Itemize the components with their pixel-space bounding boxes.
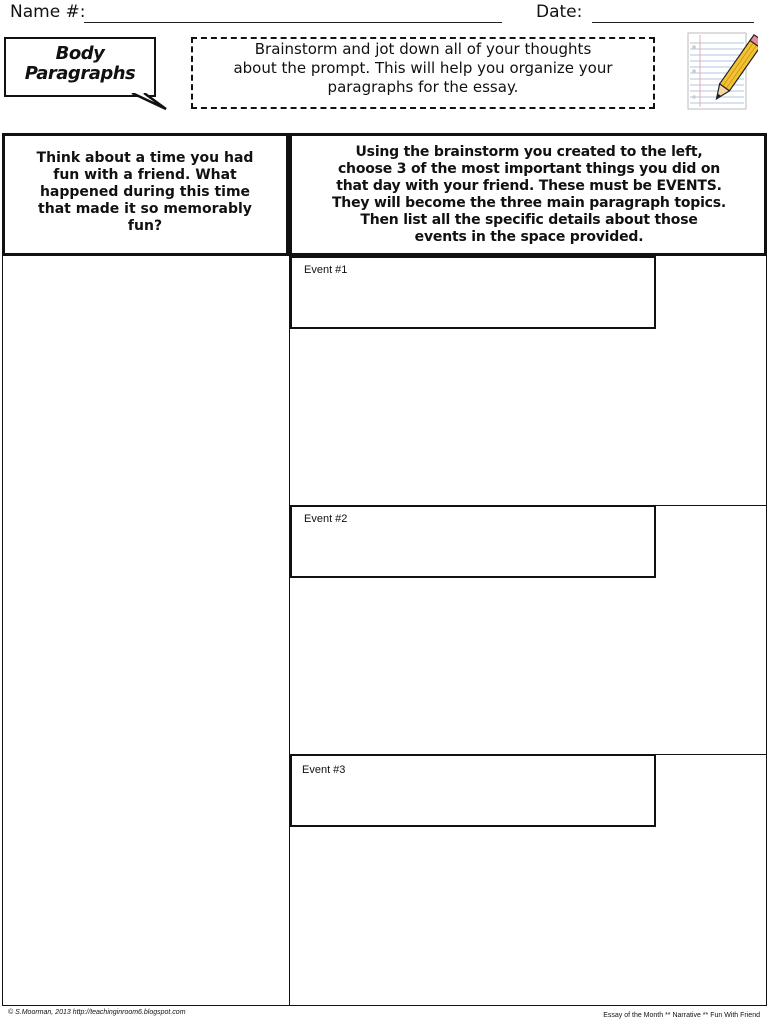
right-prompt-line-6: events in the space provided. (414, 229, 644, 245)
event-3-divider (656, 754, 767, 755)
left-prompt-text (8, 150, 282, 235)
left-prompt-line-2: fun with a friend. What (53, 167, 237, 183)
bubble-tail-icon (128, 93, 168, 111)
instructions-text (191, 40, 655, 97)
left-prompt-line-4: that made it so memorably (38, 201, 252, 217)
title-line-1: Body (55, 43, 105, 64)
event-3-label: Event #3 (302, 764, 346, 776)
date-label: Date: (536, 2, 583, 22)
name-field[interactable] (84, 22, 502, 23)
footer-copyright: © S.Moorman, 2013 http://teachinginroom6.blogspot.com (8, 1009, 186, 1016)
brainstorm-area[interactable] (2, 256, 290, 1006)
right-prompt-text (296, 144, 762, 246)
instructions-line-1: Brainstorm and jot down all of your thoughts (254, 40, 592, 58)
left-prompt-line-5: fun? (127, 218, 163, 234)
left-prompt-line-1: Think about a time you had (36, 150, 254, 166)
page-title (4, 44, 156, 84)
right-prompt-line-1: Using the brainstorm you created to the left, (355, 144, 703, 160)
events-area[interactable] (289, 256, 767, 1006)
title-line-2: Paragraphs (24, 63, 136, 84)
event-2-box[interactable] (290, 505, 656, 578)
footer-series: Essay of the Month ** Narrative ** Fun With Friend (603, 1012, 760, 1019)
event-2-divider (656, 505, 767, 506)
name-label: Name #: (10, 2, 86, 22)
right-prompt-line-3: that day with your friend. These must be EVENTS. (336, 178, 722, 194)
event-1-box[interactable] (290, 256, 656, 329)
date-field[interactable] (592, 22, 754, 23)
right-prompt-line-2: choose 3 of the most important things you did on (337, 161, 721, 177)
event-2-label: Event #2 (304, 513, 348, 525)
event-3-box[interactable] (290, 754, 656, 827)
right-prompt-line-5: Then list all the specific details about those (360, 212, 698, 228)
event-1-label: Event #1 (304, 264, 348, 276)
instructions-line-2: about the prompt. This will help you organize your (233, 59, 613, 77)
notepad-pencil-icon (686, 31, 758, 113)
right-prompt-line-4: They will become the three main paragraph topics. (331, 195, 727, 211)
instructions-line-3: paragraphs for the essay. (327, 78, 519, 96)
left-prompt-line-3: happened during this time (39, 184, 251, 200)
